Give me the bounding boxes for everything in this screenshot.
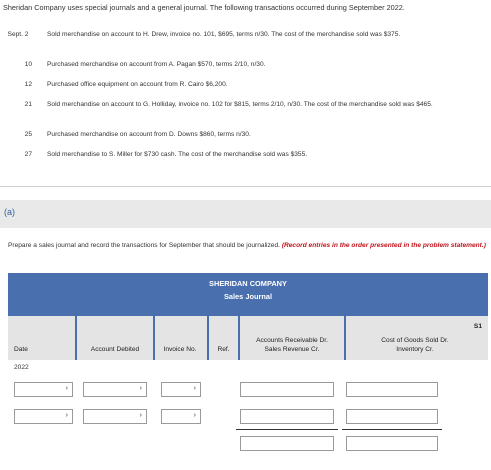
transaction-desc: Sold merchandise on account to G. Holliday, invoice no. 102 for $815, terms 2/10, n/30. The cost of the merchandise sold was $465.: [47, 101, 433, 108]
chevron-down-icon: ›: [65, 385, 68, 392]
transaction-desc: Sold merchandise to S. Miller for $730 cash. The cost of the merchandise sold was $355.: [47, 151, 308, 158]
account-debited-select[interactable]: [83, 382, 147, 397]
transaction-date: Sept. 2: [7, 31, 29, 38]
transaction-desc: Purchased office equipment on account from R. Cairo $6,200.: [47, 81, 228, 88]
journal-title: Sales Journal: [223, 292, 273, 301]
invoice-number-select[interactable]: [161, 382, 201, 397]
total-rule: [236, 429, 338, 430]
cost-of-goods-sold-input[interactable]: [346, 409, 438, 424]
column-header-ref: Ref.: [209, 316, 238, 360]
accounts-receivable-total-input[interactable]: [240, 436, 334, 451]
accounts-receivable-input[interactable]: [240, 382, 334, 397]
chevron-down-icon: ›: [139, 385, 142, 392]
chevron-down-icon: ›: [139, 412, 142, 419]
column-header-date: Date: [8, 316, 75, 360]
instructions-emphasis: (Record entries in the order presented in the problem statement.): [281, 242, 486, 249]
company-name: SHERIDAN COMPANY: [209, 279, 287, 288]
part-label: (a): [4, 207, 15, 217]
date-select[interactable]: [14, 409, 73, 424]
chevron-down-icon: ›: [65, 412, 68, 419]
transaction-date: 25: [24, 131, 32, 138]
column-header-cost-of-goods-sold: S1 Cost of Goods Sold Dr. Inventory Cr.: [346, 316, 488, 360]
instructions: [8, 241, 488, 250]
part-header: [0, 200, 491, 228]
column-header-invoice: Invoice No.: [155, 316, 207, 360]
year-label: 2022: [14, 364, 29, 371]
transaction-desc: Purchased merchandise on account from A. Pagan $570, terms 2/10, n/30.: [47, 61, 266, 68]
instructions-text: Prepare a sales journal and record the transactions for September that should be journalized.: [8, 242, 282, 249]
column-header-accounts-receivable: Accounts Receivable Dr. Sales Revenue Cr.: [240, 316, 344, 360]
account-debited-select[interactable]: [83, 409, 147, 424]
invoice-number-select[interactable]: [161, 409, 201, 424]
transaction-date: 27: [24, 151, 32, 158]
cost-of-goods-sold-total-input[interactable]: [346, 436, 438, 451]
journal-page-number: S1: [473, 323, 482, 330]
intro-text: Sheridan Company uses special journals and a general journal. The following transactions occurred during September 2022.: [3, 3, 405, 12]
transaction-date: 10: [24, 61, 32, 68]
total-rule: [342, 429, 442, 430]
date-select[interactable]: [14, 382, 73, 397]
section-divider: [0, 186, 491, 187]
column-header-account: Account Debited: [77, 316, 153, 360]
transaction-date: 12: [24, 81, 32, 88]
cost-of-goods-sold-input[interactable]: [346, 382, 438, 397]
transaction-desc: Purchased merchandise on account from D. Downs $860, terms n/30.: [47, 131, 251, 138]
transaction-desc: Sold merchandise on account to H. Drew, invoice no. 101, $695, terms n/30. The cost of the merchandise sold was $375.: [47, 31, 401, 38]
accounts-receivable-input[interactable]: [240, 409, 334, 424]
transaction-date: 21: [24, 101, 32, 108]
chevron-down-icon: ›: [193, 385, 196, 392]
chevron-down-icon: ›: [193, 412, 196, 419]
